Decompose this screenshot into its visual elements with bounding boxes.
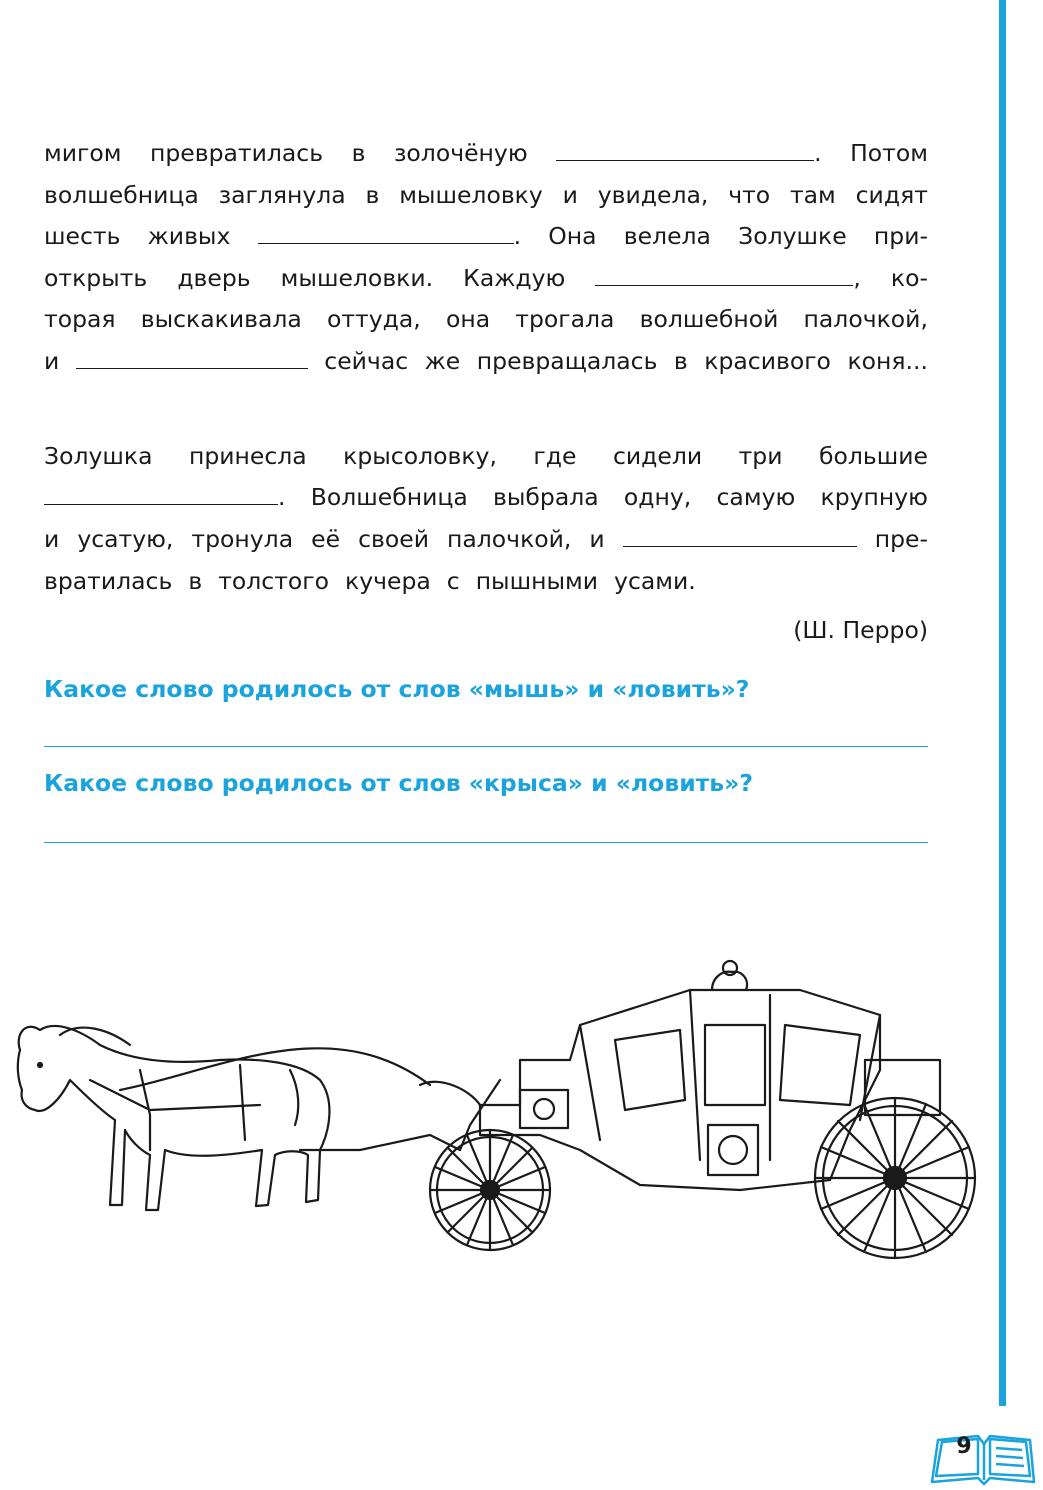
- word: мышеловку: [399, 181, 543, 209]
- word: живых: [147, 222, 231, 250]
- word: её: [311, 525, 341, 553]
- text-line: [44, 477, 928, 517]
- word: что: [728, 181, 771, 209]
- word: превращалась: [476, 347, 658, 375]
- attribution-line: [44, 610, 928, 650]
- word: она: [445, 305, 491, 333]
- text-line: [44, 519, 928, 559]
- text-line: [44, 436, 928, 476]
- fill-in-blank[interactable]: [76, 342, 308, 369]
- question-1: Какое слово родилось от слов «мышь» и «ловить»?: [44, 675, 750, 703]
- word: торая: [44, 305, 116, 333]
- back-wheel: [815, 1098, 975, 1258]
- carriage-illustration: [0, 950, 990, 1280]
- word: палочкой,: [803, 305, 928, 333]
- word: усами.: [614, 567, 696, 595]
- word: в: [365, 181, 380, 209]
- word: оттуда,: [326, 305, 421, 333]
- word: Она: [548, 222, 597, 250]
- word: дверь: [177, 264, 251, 292]
- word: и: [562, 181, 578, 209]
- word: Волшебница: [310, 483, 468, 511]
- word: Золушка: [44, 442, 153, 470]
- page-number: 9: [956, 1434, 972, 1459]
- word: красивого: [704, 347, 831, 375]
- side-accent-bar: [999, 0, 1006, 1406]
- word: превратилась: [149, 139, 324, 167]
- word: крысоловку,: [343, 442, 497, 470]
- word: заглянула: [218, 181, 346, 209]
- word: выскакивала: [140, 305, 302, 333]
- word: своей: [358, 525, 429, 553]
- word: Золушке: [738, 222, 847, 250]
- question-2: Какое слово родилось от слов «крыса» и «ловить»?: [44, 769, 753, 797]
- word: волшебной: [639, 305, 779, 333]
- fill-in-blank[interactable]: [595, 259, 853, 286]
- word: вратилась: [44, 567, 173, 595]
- punctuation: .: [513, 222, 522, 250]
- word: одну,: [623, 483, 692, 511]
- word: мигом: [44, 139, 122, 167]
- text-line: [44, 299, 928, 339]
- text-line: [44, 175, 928, 215]
- word: пышными: [475, 567, 599, 595]
- word: золочёную: [393, 139, 528, 167]
- word: открыть: [44, 264, 148, 292]
- text-line: [44, 561, 928, 601]
- word: и: [44, 347, 60, 375]
- word: усатую,: [77, 525, 174, 553]
- word: мышеловки.: [280, 264, 434, 292]
- punctuation: ,: [853, 264, 861, 292]
- word: шесть: [44, 222, 121, 250]
- word: в: [188, 567, 203, 595]
- word: где: [533, 442, 577, 470]
- reins-line: [120, 1048, 430, 1090]
- word: с: [446, 567, 460, 595]
- word: трогала: [515, 305, 615, 333]
- word: большие: [818, 442, 928, 470]
- word: и: [589, 525, 605, 553]
- word: сейчас: [324, 347, 409, 375]
- text-line: [44, 216, 928, 256]
- word: велела: [623, 222, 711, 250]
- word: сидят: [855, 181, 928, 209]
- word: выбрала: [493, 483, 599, 511]
- word: принесла: [188, 442, 307, 470]
- text-line: [44, 341, 928, 381]
- word: самую: [716, 483, 796, 511]
- punctuation: .: [278, 483, 286, 511]
- word: в: [351, 139, 366, 167]
- open-book-icon: [928, 1430, 1038, 1486]
- page-number-badge: [928, 1430, 1038, 1486]
- word: там: [789, 181, 836, 209]
- word: тронула: [191, 525, 294, 553]
- front-wheel: [430, 1130, 550, 1250]
- carriage-body: [420, 961, 940, 1190]
- fill-in-blank[interactable]: [556, 134, 814, 161]
- word: при-: [873, 222, 928, 250]
- word: увидела,: [597, 181, 709, 209]
- fill-in-blank[interactable]: [623, 520, 857, 547]
- answer-line-2[interactable]: [44, 842, 928, 843]
- fill-in-blank[interactable]: [44, 478, 278, 505]
- attribution: (Ш. Перро): [793, 616, 928, 644]
- text-line: [44, 258, 928, 298]
- word: три: [738, 442, 783, 470]
- word: Потом: [850, 139, 928, 167]
- punctuation: .: [814, 139, 822, 167]
- fill-in-blank[interactable]: [258, 217, 514, 244]
- word: волшебница: [44, 181, 199, 209]
- text-line: [44, 133, 928, 173]
- horses-drawing: [18, 1026, 330, 1210]
- word: Каждую: [463, 264, 566, 292]
- word: кучера: [345, 567, 431, 595]
- answer-line-1[interactable]: [44, 746, 928, 747]
- word: толстого: [218, 567, 329, 595]
- word: в: [673, 347, 688, 375]
- word: пре-: [874, 525, 928, 553]
- word: и: [44, 525, 60, 553]
- word: же: [424, 347, 461, 375]
- word: ко-: [890, 264, 928, 292]
- word: крупную: [820, 483, 928, 511]
- word: сидели: [612, 442, 703, 470]
- word: коня...: [847, 347, 928, 375]
- word: палочкой,: [447, 525, 572, 553]
